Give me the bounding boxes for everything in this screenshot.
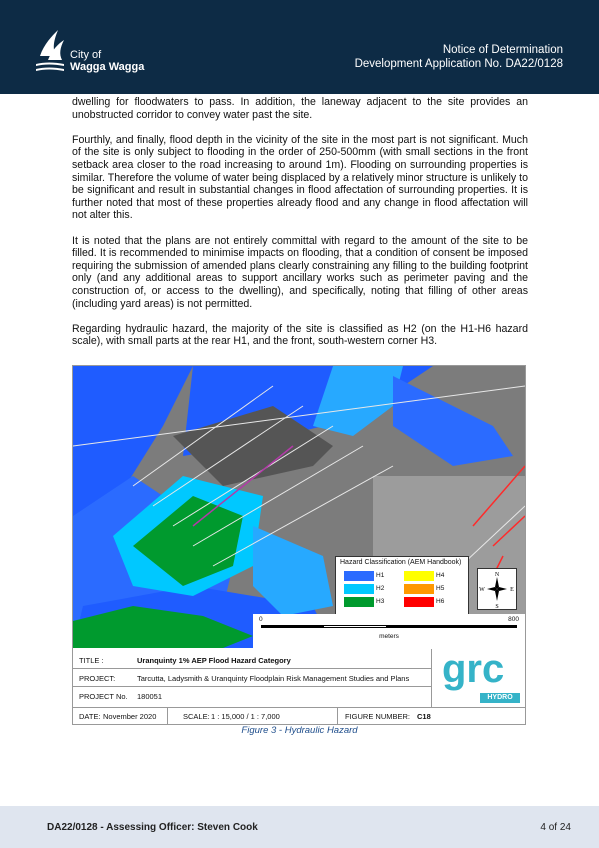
tb-date-label: DATE: — [79, 712, 101, 721]
tb-divider-v2 — [337, 707, 338, 724]
scale-bar-segment — [323, 625, 387, 628]
compass-w: W — [479, 587, 485, 593]
legend-label-h4: H4 — [436, 572, 445, 579]
page-number: 4 of 24 — [540, 822, 571, 833]
compass-s: S — [495, 604, 499, 609]
legend-swatch-h4 — [404, 571, 434, 581]
header-title — [355, 43, 563, 71]
logo-wordmark — [70, 49, 144, 73]
tb-project-value: Tarcutta, Ladysmith & Uranquinty Floodplain Risk Management Studies and Plans — [137, 674, 410, 683]
tb-divider-2 — [73, 686, 431, 687]
header-title-line-1: Notice of Determination — [442, 44, 563, 56]
compass-n: N — [494, 572, 500, 578]
tb-divider-1 — [73, 668, 431, 669]
page-header — [0, 0, 599, 94]
tb-figure-number-label: FIGURE NUMBER: — [345, 712, 411, 721]
paragraph-2: Fourthly, and finally, flood depth in the vicinity of the site in the most part is not significant. Much of the site is only subject to flooding in the order of 250-500mm (with small sections in the front setback area closer to the road increasing to around 1m). Flooding on surrounding properties is similar. Therefore the volume of water being displaced by a relatively minor structure is unlikely to be significant and result in substantial changes in flood affectation of surrounding properties. It is further noted that most of these properties already flood and any change in flood affectation will not alter this. — [72, 133, 528, 222]
figure-caption: Figure 3 - Hydraulic Hazard — [241, 725, 358, 736]
paragraph-1: dwelling for floodwaters to pass. In addition, the laneway adjacent to the site provides an unobstructed corridor to convey water past the site. — [72, 96, 528, 121]
legend-label-h2: H2 — [376, 585, 385, 592]
compass-e: E — [510, 587, 514, 593]
page-footer — [0, 806, 599, 848]
tb-date-value: November 2020 — [103, 712, 157, 721]
tb-divider-v1 — [167, 707, 168, 724]
tb-project-no-value: 180051 — [137, 692, 163, 701]
tb-scale-label: SCALE: — [183, 712, 210, 721]
scale-end: 800 — [508, 616, 519, 623]
north-arrow-compass — [477, 568, 517, 610]
hydro-badge: HYDRO — [480, 693, 520, 703]
scale-bar — [253, 614, 525, 648]
body-text — [72, 96, 528, 360]
map-legend — [335, 556, 469, 616]
tb-title-label: TITLE : — [79, 656, 104, 665]
figure-title-block — [73, 649, 525, 724]
legend-swatch-h3 — [344, 597, 374, 607]
legend-label-h1: H1 — [376, 572, 385, 579]
scale-bar-line — [261, 625, 517, 628]
paragraph-4: Regarding hydraulic hazard, the majority of the site is classified as H2 (on the H1-H6 hazard scale), with small parts at the rear H1, and the front, south-western corner H3. — [72, 322, 528, 348]
paragraph-3: It is noted that the plans are not entirely committal with regard to the amount of the site to be filled. It is recommended to minimise impacts on flooding, that a condition of consent be imposed requiring the submission of amended plans clearly constraining any filling to the building footprint only (and any additional areas to support ancillary works such as perimeter paving and the construction of, or access to the dwelling), and specifically, noting that filling of other areas (including yard areas) is not permitted. — [72, 234, 528, 310]
legend-label-h5: H5 — [436, 585, 445, 592]
tb-project-no-label: PROJECT No. — [79, 692, 128, 701]
header-title-line-2: Development Application No. DA22/0128 — [354, 58, 563, 70]
tb-project-label: PROJECT: — [79, 674, 116, 683]
tb-divider-3 — [73, 707, 525, 708]
tb-title-value: Uranquinty 1% AEP Flood Hazard Category — [137, 656, 291, 665]
grc-wordmark: grc — [442, 647, 505, 691]
legend-label-h6: H6 — [436, 598, 445, 605]
hydraulic-hazard-figure — [72, 365, 526, 725]
legend-swatch-h5 — [404, 584, 434, 594]
footer-reference: DA22/0128 - Assessing Officer: Steven Cook — [47, 822, 258, 833]
scale-unit: meters — [379, 633, 399, 640]
tb-scale-value: 1 : 15,000 / 1 : 7,000 — [211, 712, 280, 721]
legend-label-h3: H3 — [376, 598, 385, 605]
legend-swatch-h2 — [344, 584, 374, 594]
legend-title: Hazard Classification (AEM Handbook) — [340, 559, 462, 566]
flood-hazard-map — [73, 366, 525, 648]
legend-swatch-h6 — [404, 597, 434, 607]
legend-swatch-h1 — [344, 571, 374, 581]
scale-start: 0 — [259, 616, 263, 623]
logo-line-1: City of — [70, 49, 102, 61]
grc-hydro-logo — [431, 649, 526, 707]
tb-figure-number-value: C18 — [417, 712, 431, 721]
logo-line-2: Wagga Wagga — [70, 61, 145, 73]
